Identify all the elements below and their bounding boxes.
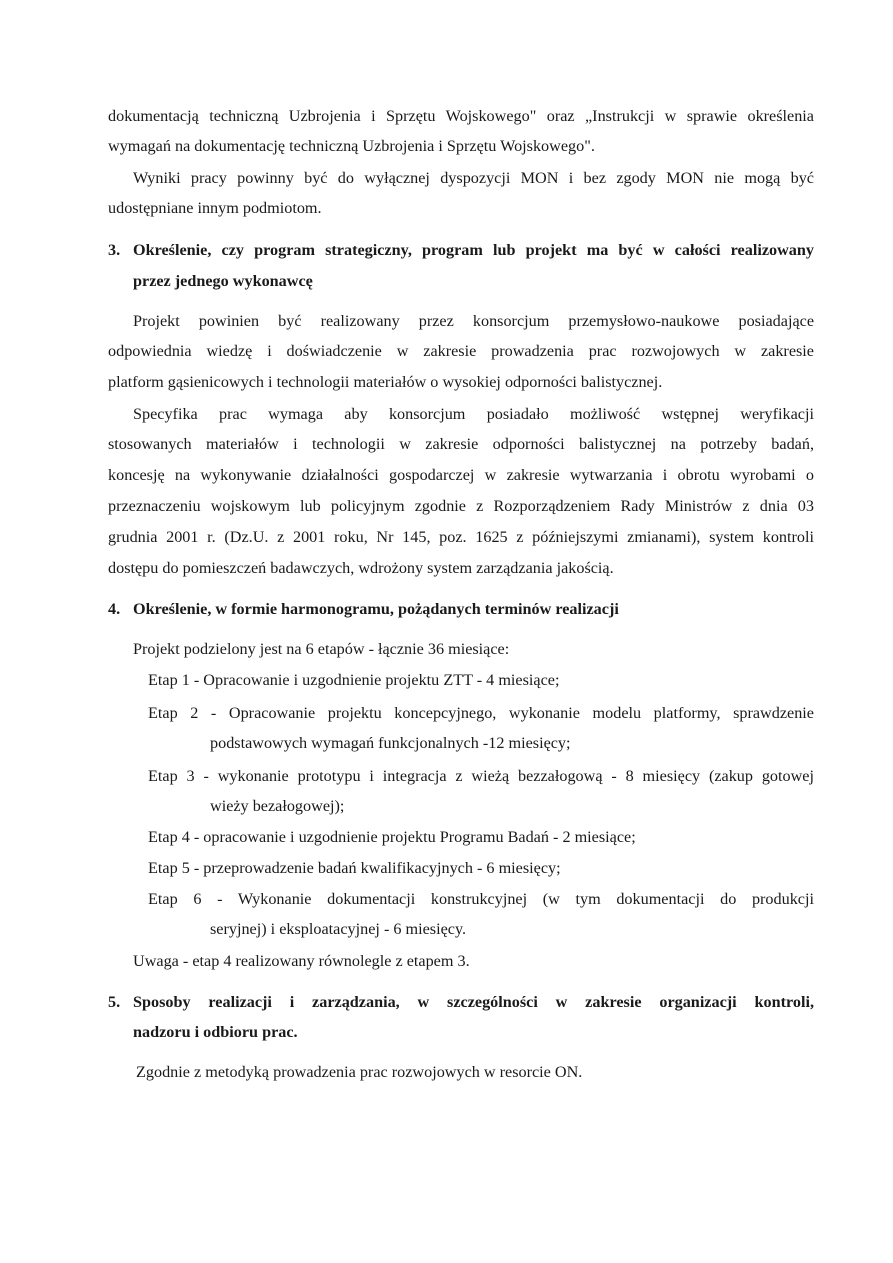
- section-3-number: 3.: [108, 241, 121, 259]
- section-3-p2-line-3: koncesję na wykonywanie działalności gospodarczej w zakresie wytwarzania i obrotu wyrobami o: [108, 466, 814, 484]
- section-3-p2-line-5: grudnia 2001 r. (Dz.U. z 2001 roku, Nr 145, poz. 1625 z późniejszymi zmianami), system kontroli: [108, 528, 814, 546]
- intro-line-3: Wyniki pracy powinny być do wyłącznej dyspozycji MON i bez zgody MON nie mogą być: [133, 169, 814, 187]
- section-3-p1-line-2: odpowiednia wiedzę i doświadczenie w zakresie prowadzenia prac rozwojowych w zakresie: [108, 342, 814, 360]
- intro-line-2: wymagań na dokumentację techniczną Uzbrojenia i Sprzętu Wojskowego".: [108, 137, 595, 155]
- section-4-note: Uwaga - etap 4 realizowany równolegle z etapem 3.: [133, 952, 470, 970]
- section-5-heading-line-1: Sposoby realizacji i zarządzania, w szczególności w zakresie organizacji kontroli,: [133, 993, 814, 1011]
- section-5-heading-line-2: nadzoru i odbioru prac.: [133, 1023, 298, 1041]
- stage-2-line-2: podstawowych wymagań funkcjonalnych -12 miesięcy;: [210, 734, 571, 752]
- section-3-heading-line-1: Określenie, czy program strategiczny, program lub projekt ma być w całości realizowany: [133, 241, 814, 259]
- section-3-p1-line-3: platform gąsienicowych i technologii materiałów o wysokiej odporności balistycznej.: [108, 373, 663, 391]
- stage-4: Etap 4 - opracowanie i uzgodnienie projektu Programu Badań - 2 miesiące;: [148, 828, 636, 846]
- section-4-heading: Określenie, w formie harmonogramu, pożądanych terminów realizacji: [133, 600, 619, 618]
- stage-5: Etap 5 - przeprowadzenie badań kwalifikacyjnych - 6 miesięcy;: [148, 859, 561, 877]
- stage-2-line-1: Etap 2 - Opracowanie projektu koncepcyjnego, wykonanie modelu platformy, sprawdzenie: [148, 704, 814, 722]
- section-4-intro: Projekt podzielony jest na 6 etapów - łącznie 36 miesiące:: [133, 640, 510, 658]
- intro-line-1: dokumentacją techniczną Uzbrojenia i Sprzętu Wojskowego" oraz „Instrukcji w sprawie określenia: [108, 107, 814, 125]
- stage-3-line-1: Etap 3 - wykonanie prototypu i integracja z wieżą bezzałogową - 8 miesięcy (zakup gotowej: [148, 767, 814, 785]
- section-5-number: 5.: [108, 993, 121, 1011]
- stage-3-line-2: wieży bezałogowej);: [210, 797, 345, 815]
- stage-1: Etap 1 - Opracowanie i uzgodnienie projektu ZTT - 4 miesiące;: [148, 671, 560, 689]
- stage-6-line-2: seryjnej) i eksploatacyjnej - 6 miesięcy.: [210, 920, 467, 938]
- section-3-p2-line-4: przeznaczeniu wojskowym lub policyjnym zgodnie z Rozporządzeniem Rady Ministrów z dnia 03: [108, 497, 814, 515]
- intro-line-4: udostępniane innym podmiotom.: [108, 199, 322, 217]
- section-3-p2-line-6: dostępu do pomieszczeń badawczych, wdrożony system zarządzania jakością.: [108, 559, 614, 577]
- section-3-p2-line-1: Specyfika prac wymaga aby konsorcjum posiadało możliwość wstępnej weryfikacji: [133, 405, 814, 423]
- section-4-number: 4.: [108, 600, 121, 618]
- stage-6-line-1: Etap 6 - Wykonanie dokumentacji konstrukcyjnej (w tym dokumentacji do produkcji: [148, 890, 814, 908]
- section-5-body: Zgodnie z metodyką prowadzenia prac rozwojowych w resorcie ON.: [136, 1063, 583, 1081]
- section-3-p2-line-2: stosowanych materiałów i technologii w zakresie odporności balistycznej na potrzeby badań,: [108, 435, 814, 453]
- section-3-p1-line-1: Projekt powinien być realizowany przez konsorcjum przemysłowo-naukowe posiadające: [133, 312, 814, 330]
- section-3-heading-line-2: przez jednego wykonawcę: [133, 272, 313, 290]
